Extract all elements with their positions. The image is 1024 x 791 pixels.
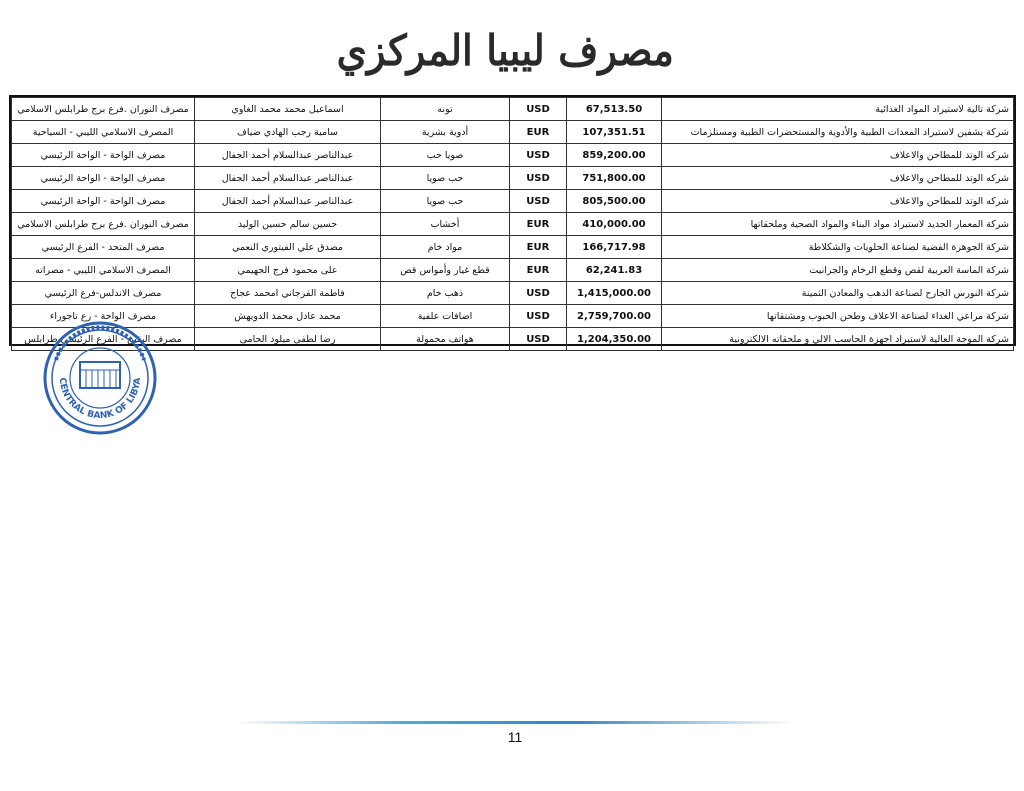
person-cell: عبدالناصر عبدالسلام أحمد الجفال bbox=[195, 144, 381, 167]
goods-cell: صويا حب bbox=[381, 144, 510, 167]
stamp-text: CENTRAL BANK OF LIBYA bbox=[56, 377, 144, 422]
table-row bbox=[12, 144, 1014, 167]
goods-cell: تونه bbox=[381, 98, 510, 121]
bank-cell: المصرف الاسلامي الليبي - مصراته bbox=[12, 259, 195, 282]
amount-cell: 62,241.83 bbox=[567, 259, 662, 282]
table-row bbox=[12, 305, 1014, 328]
goods-cell: مواد خام bbox=[381, 236, 510, 259]
company-cell: شركة المعمار الجديد لاستيراد مواد البناء والمواد الصحية وملحقاتها bbox=[662, 213, 1014, 236]
table-row bbox=[12, 213, 1014, 236]
table-row bbox=[12, 236, 1014, 259]
table-row bbox=[12, 282, 1014, 305]
person-cell: اسماعيل محمد محمد الغاوي bbox=[195, 98, 381, 121]
company-cell: شركة الماسة العربية لقص وقطع الرخام والجرانيت bbox=[662, 259, 1014, 282]
bank-cell: مصرف اليقين - الفرع الرئيسي طرابلس bbox=[12, 328, 195, 351]
company-cell: شركة يشفين لاستيراد المعدات الطبية والأدوية والمستحضرات الطبية ومستلزمات bbox=[662, 121, 1014, 144]
goods-cell: أخشاب bbox=[381, 213, 510, 236]
central-bank-logo bbox=[336, 18, 674, 82]
company-cell: شركة مراعي الغداء لصناعة الاعلاف وطحن الحبوب ومشتقاتها bbox=[662, 305, 1014, 328]
logo-text: مصرف ليبيا المركزي bbox=[336, 25, 674, 75]
goods-cell: اضافات علفية bbox=[381, 305, 510, 328]
transactions-table bbox=[9, 95, 1016, 346]
company-cell: شركه الوتد للمطاحن والاعلاف bbox=[662, 144, 1014, 167]
currency-cell: USD bbox=[510, 282, 567, 305]
amount-cell: 751,800.00 bbox=[567, 167, 662, 190]
currency-cell: EUR bbox=[510, 259, 567, 282]
person-cell: على محمود فرج الجهيمي bbox=[195, 259, 381, 282]
bank-cell: مصرف الواحة - الواحة الرئيسي bbox=[12, 144, 195, 167]
table-row bbox=[12, 190, 1014, 213]
currency-cell: EUR bbox=[510, 121, 567, 144]
currency-cell: USD bbox=[510, 190, 567, 213]
table-row bbox=[12, 328, 1014, 351]
table-row bbox=[12, 167, 1014, 190]
amount-cell: 2,759,700.00 bbox=[567, 305, 662, 328]
person-cell: رضا لطفى ميلود الحامى bbox=[195, 328, 381, 351]
bank-cell: مصرف الواحة - رع تاجوراء bbox=[12, 305, 195, 328]
person-cell: مصدق علي الفيتوري النعمي bbox=[195, 236, 381, 259]
currency-cell: EUR bbox=[510, 236, 567, 259]
bank-cell: مصرف الاندلس-فرع الرئيسي bbox=[12, 282, 195, 305]
company-cell: شركه الوتد للمطاحن والاعلاف bbox=[662, 167, 1014, 190]
goods-cell: حب صويا bbox=[381, 167, 510, 190]
footer-divider bbox=[235, 721, 795, 724]
bank-stamp bbox=[42, 320, 158, 436]
person-cell: فاطمة الفرجاني امحمد عجاج bbox=[195, 282, 381, 305]
bank-cell: مصرف الواحة - الواحة الرئيسي bbox=[12, 167, 195, 190]
amount-cell: 805,500.00 bbox=[567, 190, 662, 213]
bank-cell: مصرف النوران .فرع برج طرابلس الاسلامي bbox=[12, 98, 195, 121]
page-number: 11 bbox=[507, 729, 523, 745]
goods-cell: هواتف محمولة bbox=[381, 328, 510, 351]
company-cell: شركة الموجة العالية لاستيراد اجهزة الحاسب الالي و ملحقاته الالكترونية bbox=[662, 328, 1014, 351]
person-cell: عبدالناصر عبدالسلام أحمد الجفال bbox=[195, 167, 381, 190]
amount-cell: 1,204,350.00 bbox=[567, 328, 662, 351]
person-cell: سامية رجب الهادي ضياف bbox=[195, 121, 381, 144]
person-cell: محمد عادل محمد الدويهش bbox=[195, 305, 381, 328]
amount-cell: 107,351.51 bbox=[567, 121, 662, 144]
company-cell: شركة تالية لاستيراد المواد الغذائية bbox=[662, 98, 1014, 121]
company-cell: شركه الوتد للمطاحن والاعلاف bbox=[662, 190, 1014, 213]
bank-cell: مصرف المتحد - الفرع الرئيسي bbox=[12, 236, 195, 259]
currency-cell: EUR bbox=[510, 213, 567, 236]
amount-cell: 410,000.00 bbox=[567, 213, 662, 236]
bank-cell: المصرف الاسلامي الليبي - السياحية bbox=[12, 121, 195, 144]
goods-cell: أدوية بشرية bbox=[381, 121, 510, 144]
bank-cell: مصرف الواحة - الواحة الرئيسي bbox=[12, 190, 195, 213]
bank-cell: مصرف النوران .فرع برج طرابلس الاسلامي bbox=[12, 213, 195, 236]
company-cell: شركة الجوهرة الفضية لصناعة الحلويات والشكلاطة bbox=[662, 236, 1014, 259]
person-cell: حسين سالم حسين الوليد bbox=[195, 213, 381, 236]
table-row bbox=[12, 98, 1014, 121]
stamp-graphic bbox=[42, 320, 158, 436]
person-cell: عبدالناصر عبدالسلام أحمد الجفال bbox=[195, 190, 381, 213]
amount-cell: 166,717.98 bbox=[567, 236, 662, 259]
company-cell: شركة النورس الجارح لصناعة الذهب والمعادن الثمينة bbox=[662, 282, 1014, 305]
currency-cell: USD bbox=[510, 328, 567, 351]
table-row bbox=[12, 121, 1014, 144]
goods-cell: قطع غيار وأمواس قص bbox=[381, 259, 510, 282]
currency-cell: USD bbox=[510, 144, 567, 167]
table-row bbox=[12, 259, 1014, 282]
currency-cell: USD bbox=[510, 98, 567, 121]
goods-cell: حب صويا bbox=[381, 190, 510, 213]
currency-cell: USD bbox=[510, 167, 567, 190]
goods-cell: ذهب خام bbox=[381, 282, 510, 305]
amount-cell: 1,415,000.00 bbox=[567, 282, 662, 305]
amount-cell: 859,200.00 bbox=[567, 144, 662, 167]
amount-cell: 67,513.50 bbox=[567, 98, 662, 121]
currency-cell: USD bbox=[510, 305, 567, 328]
